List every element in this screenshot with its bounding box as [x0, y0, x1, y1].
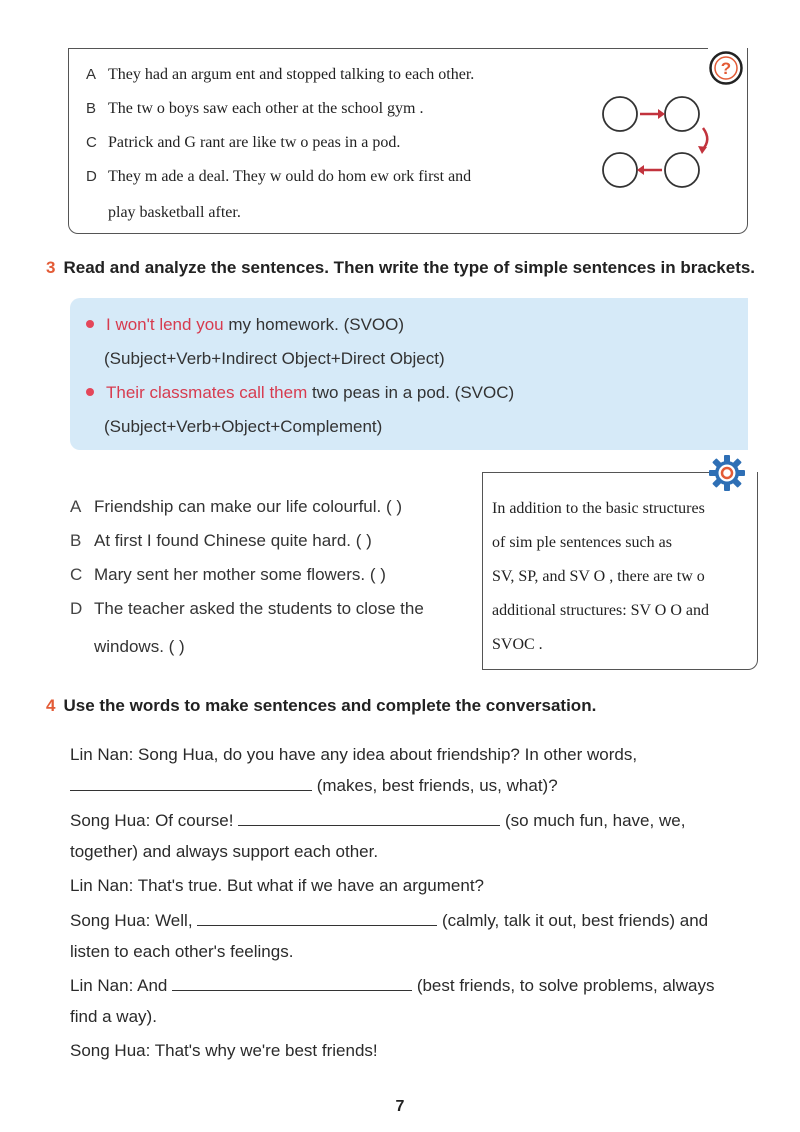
section-4-heading: 4 Use the words to make sentences and complete the conversation.: [46, 696, 597, 715]
conversation-line-9: find a way).: [70, 1007, 157, 1026]
conversation-line-7: listen to each other's feelings.: [70, 942, 294, 961]
tip-line-2: of sim ple sentences such as: [492, 534, 672, 551]
svg-text:?: ?: [720, 59, 732, 78]
cycle-diagram-icon: [598, 88, 718, 198]
conversation-line-10: Song Hua: That's why we're best friends!: [70, 1041, 378, 1060]
example-2: Their classmates call them two peas in a pod. (SVOC): [86, 376, 514, 410]
conversation-line-5: Lin Nan: That's true. But what if we have an argument?: [70, 876, 485, 895]
example-1-explanation: (Subject+Verb+Indirect Object+Direct Object): [104, 349, 445, 368]
tip-line-5: SVOC .: [492, 636, 543, 653]
answer-blank-4[interactable]: [172, 972, 412, 991]
example-1: I won't lend you my homework. (SVOO): [86, 308, 404, 342]
exercise-d: D The teacher asked the students to close the: [70, 599, 424, 618]
example-2-explanation: (Subject+Verb+Object+Complement): [104, 417, 383, 436]
gear-icon: [708, 454, 746, 492]
conversation-line-1: Lin Nan: Song Hua, do you have any idea about friendship? In other words,: [70, 745, 638, 764]
page-number: 7: [395, 1098, 405, 1115]
box1-item-a: A They had an argum ent and stopped talking to each other.: [86, 66, 475, 83]
bullet-dot: [86, 388, 94, 396]
section-3-heading: 3 Read and analyze the sentences. Then write the type of simple sentences in brackets.: [46, 258, 756, 277]
conversation-line-2: (makes, best friends, us, what)?: [70, 771, 558, 801]
conversation-line-3: Song Hua: Of course! (so much fun, have, we,: [70, 806, 685, 836]
answer-blank-1[interactable]: [70, 772, 312, 791]
conversation-line-8: Lin Nan: And (best friends, to solve problems, always: [70, 971, 714, 1001]
answer-blank-3[interactable]: [197, 907, 437, 926]
box1-item-d-continuation: play basketball after.: [108, 204, 241, 221]
tip-line-1: In addition to the basic structures: [492, 500, 705, 517]
bullet-dot: [86, 320, 94, 328]
tip-line-4: additional structures: SV O O and: [492, 602, 710, 619]
box1-item-c: C Patrick and G rant are like tw o peas in a pod.: [86, 134, 401, 151]
exercise-b: B At first I found Chinese quite hard. ( ): [70, 531, 372, 550]
conversation-line-6: Song Hua: Well, (calmly, talk it out, best friends) and: [70, 906, 708, 936]
box1-item-b: B The tw o boys saw each other at the school gym .: [86, 100, 424, 117]
exercise-a: A Friendship can make our life colourful. ( ): [70, 497, 403, 516]
question-icon: [708, 50, 744, 86]
box1-item-d: D They m ade a deal. They w ould do hom ew ork first and: [86, 168, 472, 185]
tip-line-3: SV, SP, and SV O , there are tw o: [492, 568, 705, 585]
exercise-c: C Mary sent her mother some flowers. ( ): [70, 565, 386, 584]
conversation-line-4: together) and always support each other.: [70, 842, 379, 861]
answer-blank-2[interactable]: [238, 807, 500, 826]
exercise-d-continuation: windows. ( ): [94, 637, 185, 656]
